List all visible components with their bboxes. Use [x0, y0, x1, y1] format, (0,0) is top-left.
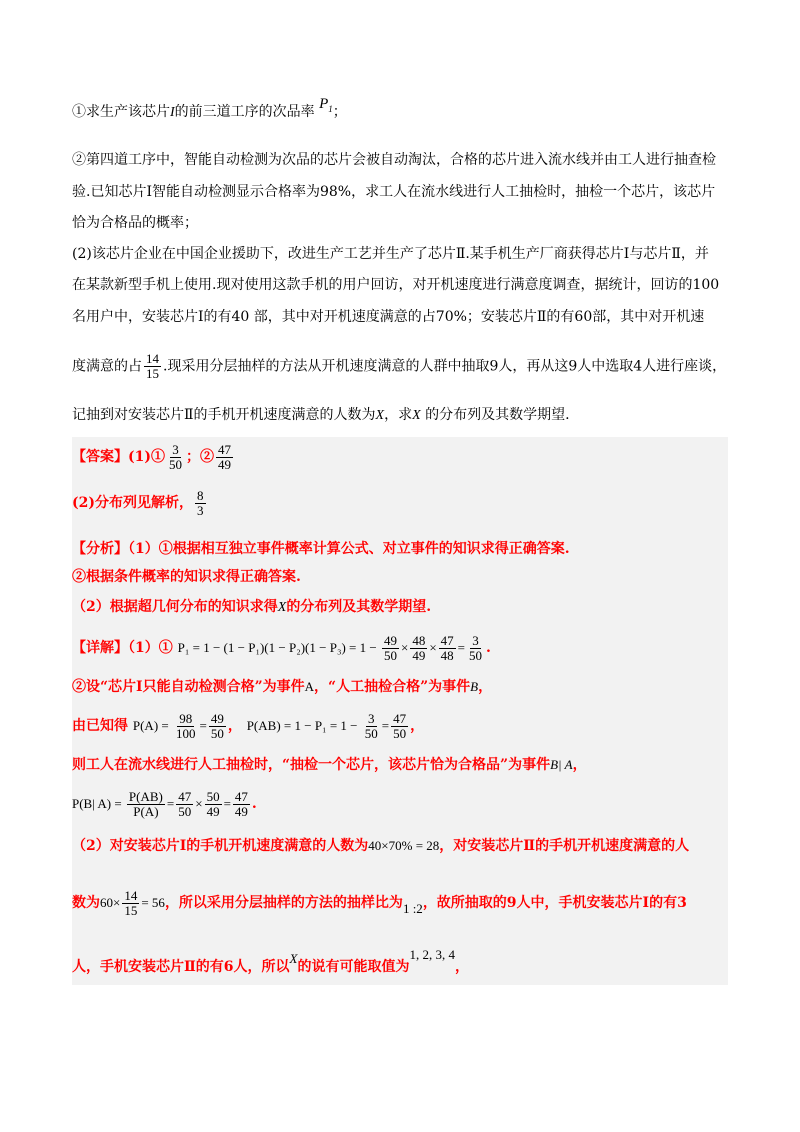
- detail-d3-frac2: $\frac{49}{50}$: [210, 710, 224, 741]
- detail-d1-prefix: （1）①: [128, 640, 173, 656]
- sampling-ratio: 1 :2: [402, 901, 423, 916]
- answer-fraction-1: $\frac{3}{50}$: [169, 441, 182, 472]
- question-line-p2-2: 在某款新型手机上使用.现对使用这款手机的用户回访，对开机速度进行满意度调查，据统计，回访的100: [72, 277, 720, 293]
- detail-d8-x: X: [289, 951, 298, 966]
- detail-d5-lhs: P(B| A) =: [72, 796, 125, 811]
- detail-line-7: [72, 883, 687, 923]
- detail-line-4: [72, 755, 587, 775]
- detail-d7-m2: = 56: [141, 895, 165, 910]
- detail-d6-math: 40×70% = 28: [368, 838, 440, 853]
- detail-d8-a: 人，手机安装芯片Ⅱ的有6人，所以: [72, 959, 290, 975]
- detail-d1-result: $\frac{3}{50}$: [469, 632, 483, 663]
- detail-d8-b: 的说有可能取值为: [297, 959, 410, 975]
- analysis-line-1: [72, 539, 570, 559]
- q1-middle: 的前三道工序的次品率: [174, 104, 315, 120]
- detail-line-8: [72, 947, 469, 977]
- answer-line-1: [72, 442, 235, 472]
- detail-d2-c: ，: [478, 679, 493, 695]
- answer-sep: ；②: [186, 449, 214, 465]
- detail-d1-formula: P₁ = 1 − (1 − P₁)(1 − P₂)(1 − P₃) = 1 −: [177, 640, 380, 655]
- question-line-q2-1: ②第四道工序中，智能自动检测为次品的芯片会被自动淘汰，合格的芯片进入流水线并由工人进行抽查检: [72, 152, 716, 168]
- analysis-line3-b: 的分布列及其数学期望.: [286, 599, 432, 615]
- answer-part1: (1)①: [128, 449, 165, 465]
- question-line-q2-2: 验.已知芯片Ⅰ智能自动检测显示合格率为98%，求工人在流水线进行人工抽检时，抽检一个芯片，该芯片: [72, 184, 716, 200]
- p2-line5-b: ，求: [384, 407, 413, 423]
- detail-d3-a: 由已知得: [72, 718, 128, 734]
- detail-line-1: 【详解】（1）① P₁ = 1 − (1 − P₁)(1 − P₂)(1 − P₃) = 1 − $\frac{49}{50}$ × $\frac{48}{49}$ × $\frac{47}{48}$ = $\frac{3}{50}$ .: [72, 632, 491, 663]
- detail-d5-frac3: $\frac{50}{49}$: [206, 788, 220, 819]
- analysis-line3-a: （2）根据超几何分布的知识求得: [72, 599, 278, 615]
- p2-line4-b: .现采用分层抽样的方法从开机速度满意的人群中抽取9人，再从这9人中选取4人进行座谈，: [163, 358, 727, 375]
- detail-d3-frac3: $\frac{3}{50}$: [364, 710, 378, 741]
- question-line-q1: [72, 96, 347, 127]
- detail-d6-b: ，对安装芯片Ⅱ的手机开机速度满意的人: [439, 838, 690, 854]
- q1-p-symbol: $P_1$: [319, 96, 333, 114]
- detail-d1-frac3: $\frac{47}{48}$: [440, 632, 454, 663]
- detail-d5-frac2: $\frac{47}{50}$: [178, 788, 192, 819]
- detail-d7-a: 数为: [72, 895, 100, 911]
- p2-line5-a: 记抽到对安装芯片Ⅱ的手机开机速度满意的人数为: [72, 407, 376, 423]
- answer-label: 【答案】: [72, 449, 128, 465]
- answer-part2: (2)分布列见解析，: [72, 495, 193, 511]
- detail-d1-frac1: $\frac{49}{50}$: [383, 632, 397, 663]
- detail-d3-frac4: $\frac{47}{50}$: [393, 710, 407, 741]
- event-b-given-a: B| A: [550, 757, 573, 772]
- question-line-q2-3: 恰为合格品的概率；: [72, 215, 198, 231]
- detail-d7-frac: $\frac{14}{15}$: [124, 887, 138, 918]
- p2-line5-c: 的分布列及其数学期望.: [420, 407, 570, 423]
- detail-d7-c: ，故所抽取的9人中，手机安装芯片Ⅰ的有3: [422, 895, 687, 911]
- detail-d2-b: ，“人工抽检合格”为事件: [314, 679, 471, 695]
- detail-d1-frac2: $\frac{48}{49}$: [412, 632, 426, 663]
- p2-line4-a: 度满意的占: [72, 358, 142, 375]
- detail-d5-frac1: $\frac{P(AB)}{P(A)}$: [128, 788, 163, 819]
- detail-d7-m1: 60×: [100, 895, 121, 910]
- fraction-14-15: $\frac{14}{15}$: [146, 351, 159, 381]
- detail-d2-a: ②设“芯片Ⅰ只能自动检测合格”为事件: [72, 679, 305, 695]
- analysis-line-3: [72, 597, 431, 618]
- q1-chip-var: I: [170, 105, 175, 120]
- detail-d3-pab: P(AB) = 1 − P₁ = 1 −: [246, 718, 361, 733]
- question-line-p2-3: 名用户中，安装芯片Ⅰ的有40 部，其中对开机速度满意的占70%；安装芯片Ⅱ的有60部，其中对开机速: [72, 309, 705, 325]
- detail-d4-a: 则工人在流水线进行人工抽检时，“抽检一个芯片，该芯片恰为合格品”为事件: [72, 757, 551, 773]
- detail-line-5: P(B| A) = $\frac{P(AB)}{P(A)}$ = $\frac{47}{50}$ × $\frac{50}{49}$ = $\frac{47}{49}$ .: [72, 788, 257, 819]
- analysis-x: X: [277, 600, 287, 615]
- detail-line-6: [72, 836, 689, 856]
- detail-d5-frac4: $\frac{47}{49}$: [234, 788, 248, 819]
- q1-prefix: ①求生产该芯片: [72, 104, 170, 120]
- event-b-symbol: B: [470, 679, 479, 694]
- p2-line5-x2: X: [412, 408, 421, 423]
- answer-line-2: [72, 488, 208, 518]
- detail-d3-frac1: $\frac{98}{100}$: [175, 710, 196, 741]
- analysis-text-1: （1）①根据相互独立事件概率计算公式、对立事件的知识求得正确答案.: [128, 541, 570, 557]
- detail-d6-a: （2）对安装芯片Ⅰ的手机开机速度满意的人数为: [72, 838, 369, 854]
- detail-label: 【详解】: [72, 640, 128, 656]
- analysis-line-2: ②根据条件概率的知识求得正确答案.: [72, 569, 301, 585]
- detail-d8-c: ，: [455, 959, 469, 975]
- detail-line-2: [72, 677, 492, 697]
- detail-line-3: 由已知得 P(A) = $\frac{98}{100}$ = $\frac{49}{50}$ ， P(AB) = 1 − P₁ = 1 − $\frac{3}{50}$ = $\frac{47}{50}$ ，: [72, 710, 425, 741]
- detail-d3-pa: P(A) =: [132, 718, 172, 733]
- p2-line5-x: X: [375, 408, 385, 423]
- question-line-p2-4: [72, 352, 726, 381]
- question-line-p2-5: [72, 405, 570, 426]
- event-a-symbol: A: [304, 679, 315, 694]
- q1-end: ；: [332, 104, 347, 120]
- detail-d7-b: ，所以采用分层抽样的方法的抽样比为: [164, 895, 403, 911]
- question-line-p2-1: (2)该芯片企业在中国企业援助下，改进生产工艺并生产了芯片Ⅱ.某手机生产厂商获得芯片Ⅰ与芯片Ⅱ，并: [72, 246, 709, 262]
- detail-d4-b: ，: [572, 757, 587, 773]
- answer-fraction-2: $\frac{47}{49}$: [218, 441, 231, 472]
- x-possible-values: 1, 2, 3, 4: [409, 947, 455, 962]
- answer-fraction-3: $\frac{8}{3}$: [197, 487, 204, 518]
- analysis-label: 【分析】: [72, 541, 128, 557]
